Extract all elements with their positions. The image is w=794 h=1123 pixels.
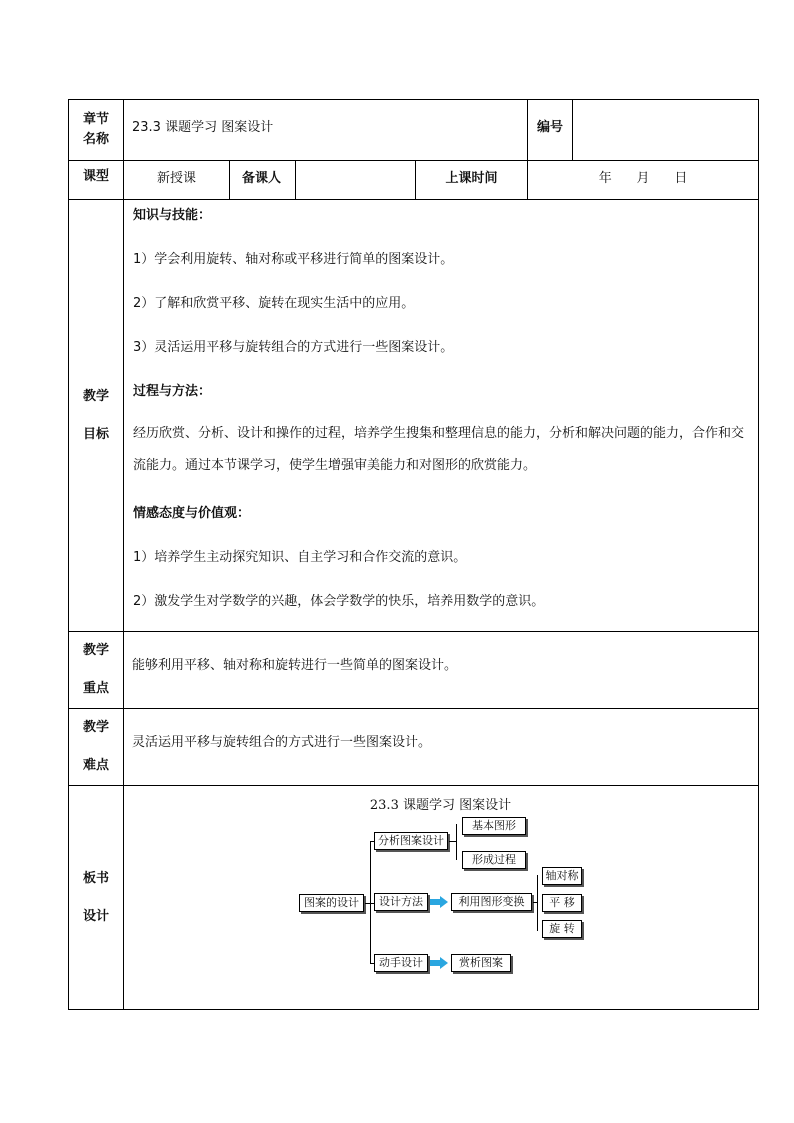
goals-label [69,200,124,632]
node-appreciate: 赏析图案 [451,954,511,972]
arrow-shape [430,957,448,969]
knowledge-item-1: 1）学会利用旋转、轴对称或平移进行简单的图案设计。 [133,252,454,267]
knowledge-heading: 知识与技能： [133,208,212,223]
node-translate: 平 移 [542,894,582,912]
difficulty-label [69,709,124,786]
emotion-heading: 情感态度与价值观： [133,506,251,521]
key-point-label-line1: 教学 [82,643,109,658]
difficulty-row [69,709,759,786]
knowledge-item-2: 2）了解和欣赏平移、旋转在现实生活中的应用。 [133,296,415,311]
key-point-label [69,632,124,709]
lesson-plan-table [68,99,759,1010]
time-label: 上课时间 [416,161,528,200]
board-label-line2: 设计 [82,908,109,924]
chapter-label-line2: 名称 [82,132,109,147]
node-transform: 利用图形变换 [451,893,532,911]
node-method: 设计方法 [374,893,428,911]
difficulty-label-line1: 教学 [82,720,109,735]
goals-content [124,200,759,632]
key-point-label-line2: 重点 [82,681,109,696]
arrow-right-icon [430,896,448,908]
board-label [69,786,124,1010]
arrow-shape [430,896,448,908]
goals-label-line1: 教学 [82,388,109,404]
emotion-item-1: 1）培养学生主动探究知识、自主学习和合作交流的意识。 [133,550,467,565]
chapter-row [69,100,759,161]
arrow-right-icon [430,957,448,969]
difficulty-text: 灵活运用平移与旋转组合的方式进行一些图案设计。 [124,709,759,786]
board-label-line1: 板书 [82,870,109,886]
chapter-label [69,100,124,161]
board-diagram [124,786,757,1008]
preparer-value [296,161,416,200]
node-formation: 形成过程 [462,851,526,869]
board-content [124,786,759,1010]
node-rotate: 旋 转 [542,920,582,938]
type-label: 课型 [69,161,124,200]
node-analyze: 分析图案设计 [374,832,448,850]
goals-label-line2: 目标 [82,426,109,442]
node-basic-shape: 基本图形 [462,817,526,835]
emotion-item-2: 2）激发学生对学数学的兴趣，体会学数学的快乐，培养用数学的意识。 [133,594,545,609]
difficulty-label-line2: 难点 [82,758,109,773]
process-text: 经历欣赏、分析、设计和操作的过程，培养学生搜集和整理信息的能力，分析和解决问题的能力，合作和交流能力。通过本节课学习，使学生增强审美能力和对图形的欣赏能力。 [133,426,745,473]
board-row [69,786,759,1010]
date-value: 年 月 日 [528,161,759,200]
chapter-label-line1: 章节 [82,112,109,127]
chapter-title: 23.3 课题学习 图案设计 [124,100,528,161]
node-hands-on: 动手设计 [374,954,428,972]
node-axis-symmetry: 轴对称 [542,867,582,885]
type-value: 新授课 [124,161,230,200]
bracket-line [456,824,457,860]
key-point-text: 能够利用平移、轴对称和旋转进行一些简单的图案设计。 [124,632,759,709]
goals-row [69,200,759,632]
node-root: 图案的设计 [299,894,364,912]
knowledge-item-3: 3）灵活运用平移与旋转组合的方式进行一些图案设计。 [133,340,454,355]
preparer-label: 备课人 [230,161,296,200]
bracket-line [537,875,538,931]
number-value [573,100,759,161]
key-point-row [69,632,759,709]
type-row [69,161,759,200]
board-title: 23.3 课题学习 图案设计 [369,798,512,813]
number-label: 编号 [528,100,573,161]
process-heading: 过程与方法： [133,384,212,399]
